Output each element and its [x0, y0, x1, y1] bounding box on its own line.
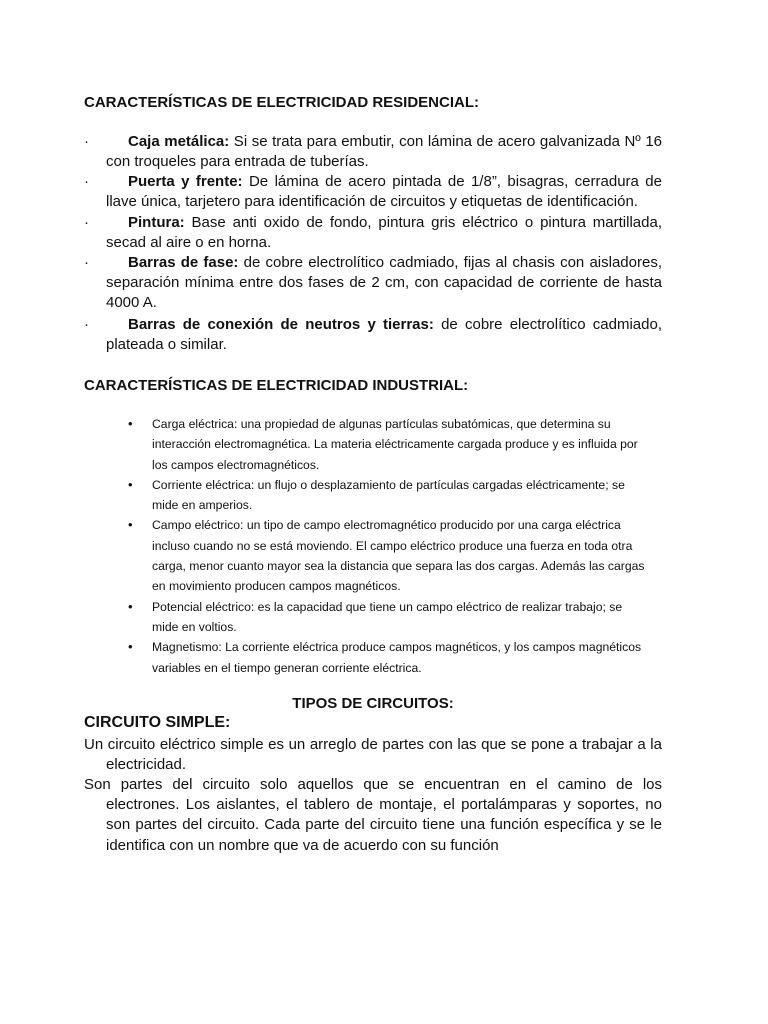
item-label: Barras de conexión de neutros y tierras:: [128, 316, 434, 333]
item-text: de cobre electrolítico cadmiado, plateada o similar.: [106, 316, 662, 354]
list-item-text: Magnetismo: La corriente eléctrica produce campos magnéticos, y los campos magnéticos variables en el tiempo generan corriente eléctrica.: [152, 640, 642, 675]
item-label: Puerta y frente:: [128, 173, 243, 190]
bullet-icon: •: [128, 476, 133, 492]
item-text: Base anti oxido de fondo, pintura gris eléctrico o pintura martillada, secad al aire o en horna.: [106, 214, 662, 252]
residential-item-barras-neutros: [84, 315, 662, 355]
list-item-text: Potencial eléctrico: es la capacidad que tiene un campo eléctrico de realizar trabajo; se mide en voltios.: [152, 599, 623, 634]
list-item: [128, 515, 648, 596]
list-bullet: ·: [84, 133, 89, 150]
item-text: De lámina de acero pintada de 1/8”, bisagras, cerradura de llave única, tarjetero para identificación de circuitos y etiquetas de identificación.: [106, 173, 662, 211]
list-item-text: Corriente eléctrica: un flujo o desplazamiento de partículas cargadas eléctricamente; se mide en amperios.: [152, 477, 625, 513]
bullet-icon: •: [128, 639, 133, 655]
list-item: [128, 414, 648, 475]
residential-item-pintura: [84, 213, 662, 253]
residential-heading: CARACTERÍSTICAS DE ELECTRICIDAD RESIDENCIAL:: [84, 94, 480, 111]
residential-item-caja: [84, 132, 662, 172]
item-label: Caja metálica:: [128, 133, 230, 150]
paragraph: Un circuito eléctrico simple es un arreglo de partes con las que se pone a trabajar a la electricidad.: [84, 736, 662, 774]
residential-item-barras-fase: [84, 253, 662, 314]
bullet-icon: •: [128, 517, 133, 533]
list-bullet: ·: [84, 254, 89, 271]
circuit-types-heading: TIPOS DE CIRCUITOS:: [292, 695, 454, 712]
industrial-list: [128, 414, 648, 678]
item-text: Si se trata para embutir, con lámina de acero galvanizada Nº 16 con troqueles para entrada de tuberías.: [106, 133, 662, 171]
list-item-text: Carga eléctrica: una propiedad de algunas partículas subatómicas, que determina su interacción electromagnética. La materia eléctricamente cargada produce y es influida por los campos electromagnéticos.: [152, 417, 638, 472]
bullet-icon: •: [128, 416, 133, 431]
list-item-text: Campo eléctrico: un tipo de campo electromagnético producido por una carga eléctrica incluso cuando no se está moviendo. El campo eléctrico produce una fuerza en toda otra carga, menor cuanto mayor sea la distancia que separa las dos cargas. Además las cargas en movimiento producen campos magnéticos.: [152, 518, 645, 594]
list-item: [128, 597, 648, 638]
industrial-heading: CARACTERÍSTICAS DE ELECTRICIDAD INDUSTRIAL:: [84, 377, 469, 394]
item-label: Barras de fase:: [128, 254, 239, 271]
item-label: Pintura:: [128, 214, 185, 231]
item-text: de cobre electrolítico cadmiado, fijas al chasis con aisladores, separación mínima entre dos fases de 2 cm, con capacidad de corriente de hasta 4000 A.: [106, 254, 662, 312]
list-bullet: ·: [84, 214, 89, 231]
list-bullet: ·: [84, 316, 89, 333]
residential-item-puerta: [84, 172, 662, 212]
list-item: [128, 475, 648, 516]
list-item: [128, 637, 648, 678]
simple-circuit-heading: CIRCUITO SIMPLE:: [84, 714, 231, 731]
list-bullet: ·: [84, 173, 89, 190]
paragraph: Son partes del circuito solo aquellos que se encuentran en el camino de los electrones. Los aislantes, el tablero de montaje, el portalámparas y soportes, no son partes del circuito. Cada parte del circuito tiene una función específica y se le identifica con un nombre que va de acuerdo con su función: [84, 776, 662, 854]
bullet-icon: •: [128, 598, 133, 614]
